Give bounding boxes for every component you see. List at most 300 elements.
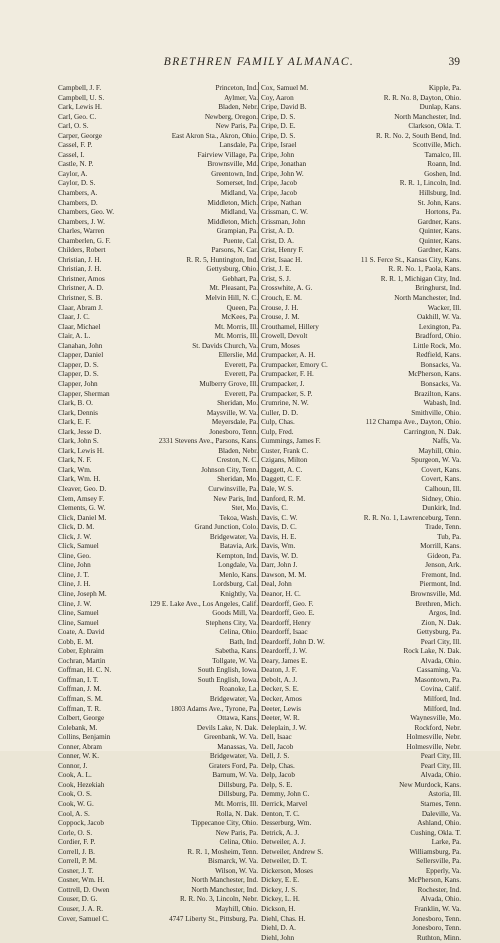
- entry-name: Coppock, Jacob: [58, 819, 104, 828]
- entry-place: Dunkirk, Ind.: [422, 504, 461, 513]
- entry-name: Clark, Dennis: [58, 408, 98, 417]
- directory-entry: [58, 256, 258, 266]
- directory-entry: [58, 790, 258, 800]
- entry-place: Gebhart, Pa.: [222, 274, 258, 283]
- entry-name: Cripe, Israel: [261, 141, 297, 150]
- entry-name: Correll, P. M.: [58, 857, 97, 866]
- entry-place: Argos, Ind.: [428, 609, 461, 618]
- entry-name: Chambers, Geo. W.: [58, 208, 115, 217]
- entry-name: Cobb, E. M.: [58, 637, 94, 646]
- entry-place: Sheridan, Mo.: [217, 399, 258, 408]
- directory-entry: [58, 294, 258, 304]
- directory-entry: [261, 886, 461, 896]
- entry-name: Czigans, Milton: [261, 456, 308, 465]
- entry-name: Danford, R. M.: [261, 494, 306, 503]
- entry-name: Cassel, I.: [58, 150, 85, 159]
- entry-place: Manassas, Va.: [217, 742, 258, 751]
- entry-name: Clark, Wm. H.: [58, 475, 101, 484]
- entry-name: Custer, Frank C.: [261, 446, 309, 455]
- entry-name: Crist, D. A.: [261, 236, 294, 245]
- entry-place: Dunlap, Kans.: [419, 103, 461, 112]
- directory-entry: [261, 361, 461, 371]
- entry-name: Clapper, Daniel: [58, 351, 104, 360]
- entry-place: Dillsburg, Pa.: [218, 780, 258, 789]
- entry-name: Correll, J. B.: [58, 847, 95, 856]
- entry-name: Colbert, George: [58, 714, 105, 723]
- directory-entry: [261, 179, 461, 189]
- entry-name: Click, Samuel: [58, 542, 99, 551]
- entry-place: Rolla, N. Dak.: [216, 809, 258, 818]
- entry-place: Redfield, Kans.: [416, 351, 461, 360]
- entry-name: Delp, S. E.: [261, 780, 293, 789]
- directory-entry: [58, 265, 258, 275]
- directory-entry: [58, 647, 258, 657]
- entry-place: Bismarck, W. Va.: [208, 857, 258, 866]
- entry-place: Newberg, Oregon.: [204, 112, 258, 121]
- entry-place: Midland, Va.: [220, 208, 258, 217]
- directory-entry: [58, 867, 258, 877]
- entry-name: Christner, Amos: [58, 274, 105, 283]
- entry-place: R. R. 1, Lincoln, Ind.: [399, 179, 461, 188]
- directory-entry: [261, 380, 461, 390]
- entry-place: Fremont, Ind.: [421, 570, 461, 579]
- entry-place: Greenbank, W. Va.: [204, 733, 258, 742]
- entry-name: Crouthamel, Hillery: [261, 322, 319, 331]
- directory-entry: [58, 447, 258, 457]
- entry-name: Crumpacker, F. H.: [261, 370, 314, 379]
- directory-entry: [261, 848, 461, 858]
- directory-entry: [261, 790, 461, 800]
- entry-place: Tippecanoe City, Ohio.: [191, 819, 258, 828]
- directory-entry: [261, 800, 461, 810]
- entry-place: Sellersville, Pa.: [416, 857, 461, 866]
- entry-name: Coy, Aaron: [261, 93, 294, 102]
- entry-name: Carper, George: [58, 131, 102, 140]
- directory-entry: [58, 542, 258, 552]
- directory-entry: [58, 905, 258, 915]
- entry-place: Rochester, Ind.: [417, 885, 461, 894]
- directory-entry: [261, 466, 461, 476]
- entry-name: Derrick, Marvel: [261, 800, 308, 809]
- entry-name: Cripe, David B.: [261, 103, 307, 112]
- entry-place: Curwinsville, Pa.: [208, 484, 258, 493]
- entry-name: Cripe, Jonathan: [261, 160, 307, 169]
- entry-name: Diehl, D. A.: [261, 924, 296, 933]
- entry-place: R. R. No. 2, South Bend, Ind.: [375, 131, 461, 140]
- directory-entry: [261, 829, 461, 839]
- directory-entry: [58, 370, 258, 380]
- entry-place: Brownsville, Md.: [410, 589, 461, 598]
- entry-name: Crumrine, N. W.: [261, 399, 309, 408]
- entry-name: Dickson, H.: [261, 905, 296, 914]
- entry-place: Lordsburg, Cal.: [212, 580, 258, 589]
- directory-entry: [58, 380, 258, 390]
- directory-entry: [261, 428, 461, 438]
- directory-entry: [261, 876, 461, 886]
- directory-entry: [261, 561, 461, 571]
- directory-entry: [261, 256, 461, 266]
- entry-place: St. John, Kans.: [417, 198, 461, 207]
- entry-place: Piermont, Ind.: [419, 580, 461, 589]
- entry-name: Crist, Isaac H.: [261, 255, 303, 264]
- entry-place: Lexington, Pa.: [418, 322, 461, 331]
- entry-name: Crumpacker, A. H.: [261, 351, 316, 360]
- entry-name: Cummings, James F.: [261, 437, 321, 446]
- entry-place: Milford, Ind.: [423, 695, 461, 703]
- entry-name: Deeter, W. R.: [261, 714, 300, 723]
- directory-entry: [261, 762, 461, 772]
- directory-entry: [261, 714, 461, 724]
- entry-name: Click, J. W.: [58, 532, 92, 541]
- entry-name: Coffman, J. M.: [58, 685, 102, 694]
- entry-place: Gardner, Kans.: [417, 246, 461, 255]
- directory-entry: [58, 571, 258, 581]
- entry-name: Cook, Hezekiah: [58, 780, 105, 789]
- entry-place: Epperly, Va.: [425, 866, 461, 875]
- entry-name: Detrick, A. J.: [261, 828, 300, 837]
- entry-name: Coffman, T. R.: [58, 704, 101, 713]
- entry-name: Crum, Moses: [261, 341, 300, 350]
- entry-name: Dale, W. S.: [261, 484, 294, 493]
- entry-name: Cline, Geo.: [58, 551, 91, 560]
- entry-place: Ashland, Ohio.: [417, 819, 461, 828]
- entry-name: Cleaver, Geo. D.: [58, 484, 107, 493]
- entry-place: Rock Lake, N. Dak.: [403, 647, 461, 656]
- directory-entry: [261, 619, 461, 629]
- directory-entry: [58, 533, 258, 543]
- entry-place: Quinter, Kans.: [419, 236, 461, 245]
- entry-place: Waynesville, Mo.: [410, 714, 461, 723]
- directory-entry: [58, 218, 258, 228]
- entry-name: Dickey, E. E.: [261, 876, 300, 885]
- entry-place: Menlo, Kans.: [219, 570, 258, 579]
- entry-place: Holmesville, Nebr.: [406, 733, 461, 742]
- entry-name: Childers, Robert: [58, 246, 106, 255]
- entry-place: Gettysburg, Pa.: [416, 628, 461, 637]
- directory-entry: [261, 332, 461, 342]
- entry-place: Alvada, Ohio.: [420, 656, 461, 665]
- directory-entry: [261, 895, 461, 905]
- entry-place: Roann, Ind.: [427, 160, 461, 169]
- directory-entry: [261, 208, 461, 218]
- entry-place: Everett, Pa.: [224, 370, 258, 379]
- entry-place: Wilson, W. Va.: [215, 866, 258, 875]
- entry-name: Decker, Amos: [261, 695, 302, 703]
- entry-place: Tekoa, Wash.: [219, 513, 258, 522]
- entry-name: Coate, A. David: [58, 628, 105, 637]
- entry-place: Roanoke, La.: [219, 685, 258, 694]
- entry-name: Couser, J. A. R.: [58, 905, 104, 914]
- entry-place: Middleton, Mich.: [207, 198, 258, 207]
- directory-entry: [58, 685, 258, 695]
- entry-place: Milford, Ind.: [423, 704, 461, 713]
- entry-place: Melvin Hill, N. C.: [205, 294, 258, 303]
- entry-place: Mt. Morris, Ill.: [214, 322, 258, 331]
- entry-name: Cripe, John W.: [261, 169, 304, 178]
- entry-name: Christner, A. D.: [58, 284, 104, 293]
- entry-name: Cook, W. G.: [58, 800, 94, 809]
- entry-name: Davis, C.: [261, 504, 288, 513]
- entry-place: Naffs, Va.: [432, 437, 461, 446]
- entry-name: Cober, Ephraim: [58, 647, 104, 656]
- entry-name: Crist, Henry F.: [261, 246, 304, 255]
- entry-place: Carrington, N. Dak.: [403, 427, 461, 436]
- entry-name: Crumpacker, Emory C.: [261, 360, 328, 369]
- entry-place: Batavia, Ark.: [219, 542, 258, 551]
- directory-entry: [58, 590, 258, 600]
- entry-place: Barnum, W. Va.: [212, 771, 258, 780]
- entry-name: Cosner, J. T.: [58, 866, 94, 875]
- entry-place: Bridgewater, Va.: [209, 695, 258, 703]
- entry-name: Christian, J. H.: [58, 265, 102, 274]
- entry-name: Crist, S. J.: [261, 274, 291, 283]
- entry-name: Dickey, L. H.: [261, 895, 300, 904]
- directory-entry: [58, 199, 258, 209]
- entry-place: Pearl City, Ill.: [420, 761, 461, 770]
- entry-name: Deardorff, J. W.: [261, 647, 307, 656]
- directory-entry: [261, 600, 461, 610]
- entry-name: Connor, J.: [58, 761, 88, 770]
- directory-entry: [261, 113, 461, 123]
- entry-name: Cripe, Jacob: [261, 179, 297, 188]
- entry-name: Clapper, D. S.: [58, 360, 99, 369]
- column-divider: [258, 82, 259, 722]
- entry-place: Knightly, Va.: [220, 589, 258, 598]
- entry-place: Mt. Pleasant, Pa.: [209, 284, 258, 293]
- entry-place: New Paris, Pa.: [215, 828, 258, 837]
- entry-name: Deardorff, Geo. F.: [261, 599, 314, 608]
- entry-place: R. R. 1, Mosheim, Tenn.: [187, 847, 258, 856]
- entry-name: Cripe, D. S.: [261, 131, 296, 140]
- directory-entry: [261, 676, 461, 686]
- entry-place: Bradford, Ohio.: [415, 332, 461, 341]
- directory-entry: [58, 781, 258, 791]
- directory-entry: [58, 810, 258, 820]
- directory-entry: [58, 141, 258, 151]
- directory-entry: [261, 418, 461, 428]
- entry-place: R. R. 1, Michigan City, Ind.: [380, 274, 461, 283]
- entry-name: Detweiler, A. J.: [261, 838, 306, 847]
- entry-place: Bladen, Nebr.: [218, 446, 258, 455]
- entry-place: McKees, Pa.: [221, 313, 258, 322]
- directory-entry: [58, 361, 258, 371]
- entry-place: Princeton, Ind.: [215, 84, 258, 92]
- directory-entry: [58, 714, 258, 724]
- entry-name: Coffman, I. T.: [58, 675, 99, 684]
- directory-entry: [58, 151, 258, 161]
- entry-name: Davis, H. E.: [261, 532, 297, 541]
- entry-place: New Paris, Pa.: [215, 122, 258, 131]
- directory-entry: [58, 132, 258, 142]
- entry-name: Cark, Lewis H.: [58, 103, 102, 112]
- directory-entry: [58, 628, 258, 638]
- entry-place: Masontown, Pa.: [414, 675, 461, 684]
- directory-entry: [261, 199, 461, 209]
- directory-entry: [261, 304, 461, 314]
- directory-entry: [261, 810, 461, 820]
- entry-name: Davis, D. C.: [261, 523, 297, 532]
- directory-entry: [58, 313, 258, 323]
- entry-place: Bridgewater, Va.: [209, 532, 258, 541]
- entry-place: Bringhurst, Ind.: [415, 284, 461, 293]
- entry-place: Spurgeon, W. Va.: [411, 456, 461, 465]
- directory-entry: [261, 867, 461, 877]
- entry-place: North Manchester, Ind.: [191, 885, 258, 894]
- directory-entry: [58, 705, 258, 715]
- entry-place: Cushing, Okla. T.: [410, 828, 461, 837]
- entry-name: Cosner, Wm. H.: [58, 876, 105, 885]
- directory-entry: [261, 934, 461, 943]
- directory-entry: [58, 819, 258, 829]
- entry-name: Crist, J. E.: [261, 265, 292, 274]
- directory-entry: [261, 580, 461, 590]
- entry-place: Meyersdale, Pa.: [211, 418, 258, 427]
- directory-entry: [261, 284, 461, 294]
- entry-place: Covert, Kans.: [421, 465, 461, 474]
- entry-name: Conner, W. K.: [58, 752, 100, 761]
- entry-place: Queen, Pa.: [226, 303, 258, 312]
- entry-place: St. Davids Church, Va.: [192, 341, 258, 350]
- entry-place: Bladen, Nebr.: [218, 103, 258, 112]
- entry-place: Alvada, Ohio.: [420, 895, 461, 904]
- entry-name: Detweiler, Andrew S.: [261, 847, 323, 856]
- entry-name: Cline, J. H.: [58, 580, 91, 589]
- entry-place: South English, Iowa.: [197, 675, 258, 684]
- entry-name: Crissman, C. W.: [261, 208, 308, 217]
- directory-entry: [58, 600, 258, 610]
- entry-place: Williamsburg, Pa.: [409, 847, 461, 856]
- entry-place: Celina, Ohio.: [219, 838, 258, 847]
- entry-name: Deaton, J. F.: [261, 666, 297, 675]
- entry-name: Campbell, J. F.: [58, 84, 102, 92]
- directory-entry: [58, 638, 258, 648]
- entry-place: Brazilton, Kans.: [414, 389, 461, 398]
- entry-name: Cassel, F. P.: [58, 141, 93, 150]
- directory-entry: [261, 733, 461, 743]
- directory-entry: [58, 771, 258, 781]
- entry-place: Tamalco, Ill.: [424, 150, 461, 159]
- entry-name: Caylor, D. S.: [58, 179, 96, 188]
- right-column: [261, 84, 461, 943]
- directory-entry: [58, 876, 258, 886]
- entry-place: Celina, Ohio.: [219, 628, 258, 637]
- directory-entry: [261, 724, 461, 734]
- entry-place: Grand Junction, Colo.: [194, 523, 258, 532]
- entry-place: Ellerslie, Md.: [218, 351, 258, 360]
- entry-name: Deardorff, Henry: [261, 618, 311, 627]
- entry-place: Greentown, Ind.: [211, 169, 258, 178]
- entry-place: New Murdock, Kans.: [399, 780, 461, 789]
- entry-name: Deary, James E.: [261, 656, 308, 665]
- entry-name: Clark, B. O.: [58, 399, 93, 408]
- directory-entry: [58, 304, 258, 314]
- entry-name: Clark, N. F.: [58, 456, 92, 465]
- entry-place: Little Rock, Mo.: [413, 341, 461, 350]
- entry-name: Crouse, J. M.: [261, 313, 300, 322]
- entry-name: Clapper, John: [58, 379, 98, 388]
- entry-place: Scottville, Mich.: [412, 141, 461, 150]
- directory-entry: [261, 924, 461, 934]
- entry-name: Cordier, F. P.: [58, 838, 96, 847]
- directory-entry: [58, 122, 258, 132]
- entry-name: Delp, Chas.: [261, 761, 295, 770]
- directory-entry: [261, 915, 461, 925]
- directory-entry: [58, 657, 258, 667]
- entry-name: Cline, Samuel: [58, 609, 99, 618]
- page-header: [58, 56, 460, 72]
- entry-place: North Manchester, Ind.: [191, 876, 258, 885]
- entry-place: South English, Iowa.: [197, 666, 258, 675]
- directory-entry: [261, 227, 461, 237]
- directory-entry: [58, 895, 258, 905]
- entry-place: Gettysburg, Ohio.: [206, 265, 258, 274]
- entry-place: Ruthton, Minn.: [416, 933, 461, 942]
- entry-place: Hillsburg, Ind.: [419, 189, 461, 198]
- directory-entry: [58, 580, 258, 590]
- directory-entry: [58, 752, 258, 762]
- entry-name: Dawson, M. M.: [261, 570, 307, 579]
- directory-entry: [261, 265, 461, 275]
- entry-name: Cripe, D. S.: [261, 112, 296, 121]
- directory-entry: [261, 495, 461, 505]
- entry-place: Astoria, Ill.: [428, 790, 461, 799]
- entry-place: Holmesville, Nebr.: [406, 742, 461, 751]
- entry-name: Desserburg, Wm.: [261, 819, 312, 828]
- running-title: BRETHREN FAMILY ALMANAC.: [163, 56, 355, 68]
- entry-name: Claar, J. C.: [58, 313, 90, 322]
- entry-place: 129 E. Lake Ave., Los Angeles, Calif.: [149, 599, 258, 608]
- entry-place: Jonesboro, Tenn.: [412, 914, 461, 923]
- entry-place: Mayhill, Ohio.: [418, 446, 461, 455]
- directory-columns: [58, 84, 463, 942]
- entry-name: Click, Daniel M.: [58, 513, 107, 522]
- directory-entry: [261, 647, 461, 657]
- entry-name: Davis, W. D.: [261, 551, 298, 560]
- entry-name: Crosswhite, A. G.: [261, 284, 313, 293]
- entry-place: Kempton, Ind.: [216, 551, 258, 560]
- directory-entry: [58, 399, 258, 409]
- directory-entry: [261, 94, 461, 104]
- entry-place: Rockford, Nebr.: [414, 723, 461, 732]
- entry-place: Quinter, Kans.: [419, 227, 461, 236]
- entry-name: Claar, Abram J.: [58, 303, 103, 312]
- directory-entry: [58, 84, 258, 94]
- entry-place: Midland, Va.: [220, 189, 258, 198]
- directory-entry: [261, 905, 461, 915]
- entry-name: Dickey, J. S.: [261, 885, 298, 894]
- entry-name: Clark, E. F.: [58, 418, 91, 427]
- directory-entry: [261, 533, 461, 543]
- directory-entry: [58, 857, 258, 867]
- directory-entry: [58, 237, 258, 247]
- directory-entry: [261, 351, 461, 361]
- directory-entry: [58, 475, 258, 485]
- directory-entry: [261, 409, 461, 419]
- entry-place: Aylmer, Va.: [224, 93, 258, 102]
- entry-place: Devils Lake, N. Dak.: [196, 723, 258, 732]
- directory-entry: [58, 418, 258, 428]
- directory-entry: [261, 657, 461, 667]
- entry-name: Crumpacker, S. P.: [261, 389, 313, 398]
- directory-entry: [261, 705, 461, 715]
- entry-name: Cochran, Martin: [58, 656, 106, 665]
- directory-entry: [261, 838, 461, 848]
- directory-entry: [58, 94, 258, 104]
- entry-place: R. R. No. 1, Lawrenceburg, Tenn.: [363, 513, 461, 522]
- entry-name: Culler, D. D.: [261, 408, 299, 417]
- entry-name: Deardorff, Geo. E.: [261, 609, 315, 618]
- entry-place: Bonsacks, Va.: [420, 360, 461, 369]
